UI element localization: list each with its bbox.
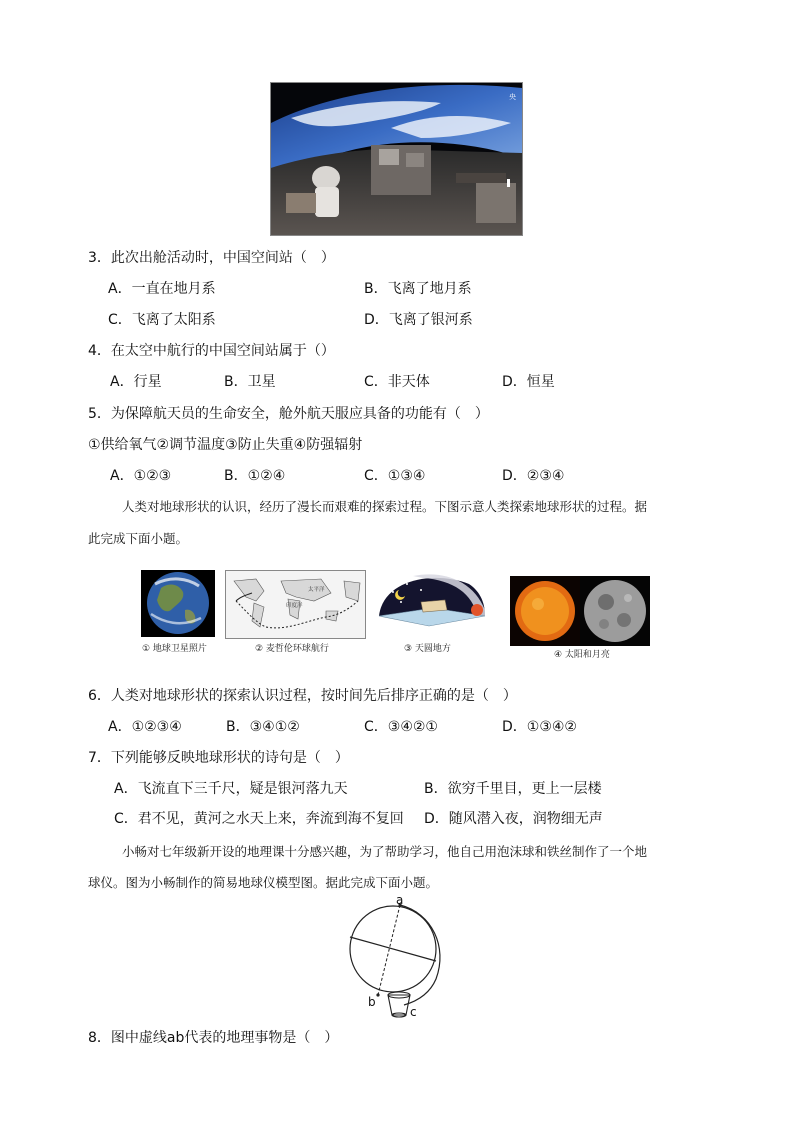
q5-option-c[interactable]: C．①③④ [364,468,426,484]
q6-option-b[interactable]: B．③④①② [226,719,300,735]
figure1-caption-2: ② 麦哲伦环球航行 [255,644,329,654]
q3-option-b[interactable]: B．飞离了地月系 [364,281,472,297]
q7-option-c[interactable]: C．君不见，黄河之水天上来，奔流到海不复回 [114,811,404,827]
intro2-line2: 球仪。图为小畅制作的简易地球仪模型图。据此完成下面小题。 [88,875,439,890]
map-label-indian: 印度洋 [286,603,303,609]
q7-option-a[interactable]: A．飞流直下三千尺，疑是银河落九天 [114,781,348,797]
q5-option-d[interactable]: D．②③④ [502,468,565,484]
intro1-line2: 此完成下面小题。 [88,531,189,546]
spacewalk-photo-image [271,83,522,235]
q6-option-d[interactable]: D．①③④② [502,719,577,735]
q5-items: ①供给氧气②调节温度③防止失重④防强辐射 [88,437,363,453]
globe-label-c: c [410,1005,417,1019]
svg-text:央: 央 [509,93,516,101]
intro2-line1: 小畅对七年级新开设的地理课十分感兴趣，为了帮助学习，他自己用泡沫球和铁丝制作了一个地 [122,844,648,859]
globe-label-b: b [368,995,376,1009]
q6-stem: 6．人类对地球形状的探索认识过程，按时间先后排序正确的是（ ） [88,688,517,704]
q6-option-c[interactable]: C．③④②① [364,719,438,735]
q3-option-c[interactable]: C．飞离了太阳系 [108,312,216,328]
q4-option-b[interactable]: B．卫星 [224,374,276,390]
map-label-pacific: 太平洋 [308,587,325,593]
q4-stem: 4．在太空中航行的中国空间站属于（） [88,343,335,359]
q3-option-a[interactable]: A．一直在地月系 [108,281,216,297]
q3-option-d[interactable]: D．飞离了银河系 [364,312,473,328]
q8-stem: 8．图中虚线ab代表的地理事物是（ ） [88,1030,339,1046]
figure1-caption-3: ③ 天圆地方 [404,644,451,654]
q7-stem: 7．下列能够反映地球形状的诗句是（ ） [88,750,349,766]
q5-option-b[interactable]: B．①②④ [224,468,286,484]
magellan-route-map [225,570,366,639]
round-sky-square-earth-illustration [373,570,488,637]
q4-option-a[interactable]: A．行星 [110,374,162,390]
q3-stem: 3．此次出舱活动时，中国空间站（ ） [88,250,335,266]
intro1-line1: 人类对地球形状的认识，经历了漫长而艰难的探索过程。下图示意人类探索地球形状的过程。据 [122,499,648,514]
q5-stem: 5．为保障航天员的生命安全，舱外航天服应具备的功能有（ ） [88,406,489,422]
sun-and-moon-photo [510,576,650,646]
figure1-caption-1: ① 地球卫星照片 [142,644,207,654]
q5-option-a[interactable]: A．①②③ [110,468,172,484]
satellite-earth-photo [141,570,215,637]
globe-label-a: a [396,895,404,907]
globe-equator-line [350,937,436,961]
q4-option-d[interactable]: D．恒星 [502,374,555,390]
spacewalk-photo [270,82,523,236]
q7-option-b[interactable]: B．欲穷千里目，更上一层楼 [424,781,602,797]
figure1-caption-4: ④ 太阳和月亮 [554,650,610,660]
q7-option-d[interactable]: D．随风潜入夜，润物细无声 [424,811,603,827]
q4-option-c[interactable]: C．非天体 [364,374,430,390]
q6-option-a[interactable]: A．①②③④ [108,719,182,735]
globe-diagram [340,895,450,1020]
